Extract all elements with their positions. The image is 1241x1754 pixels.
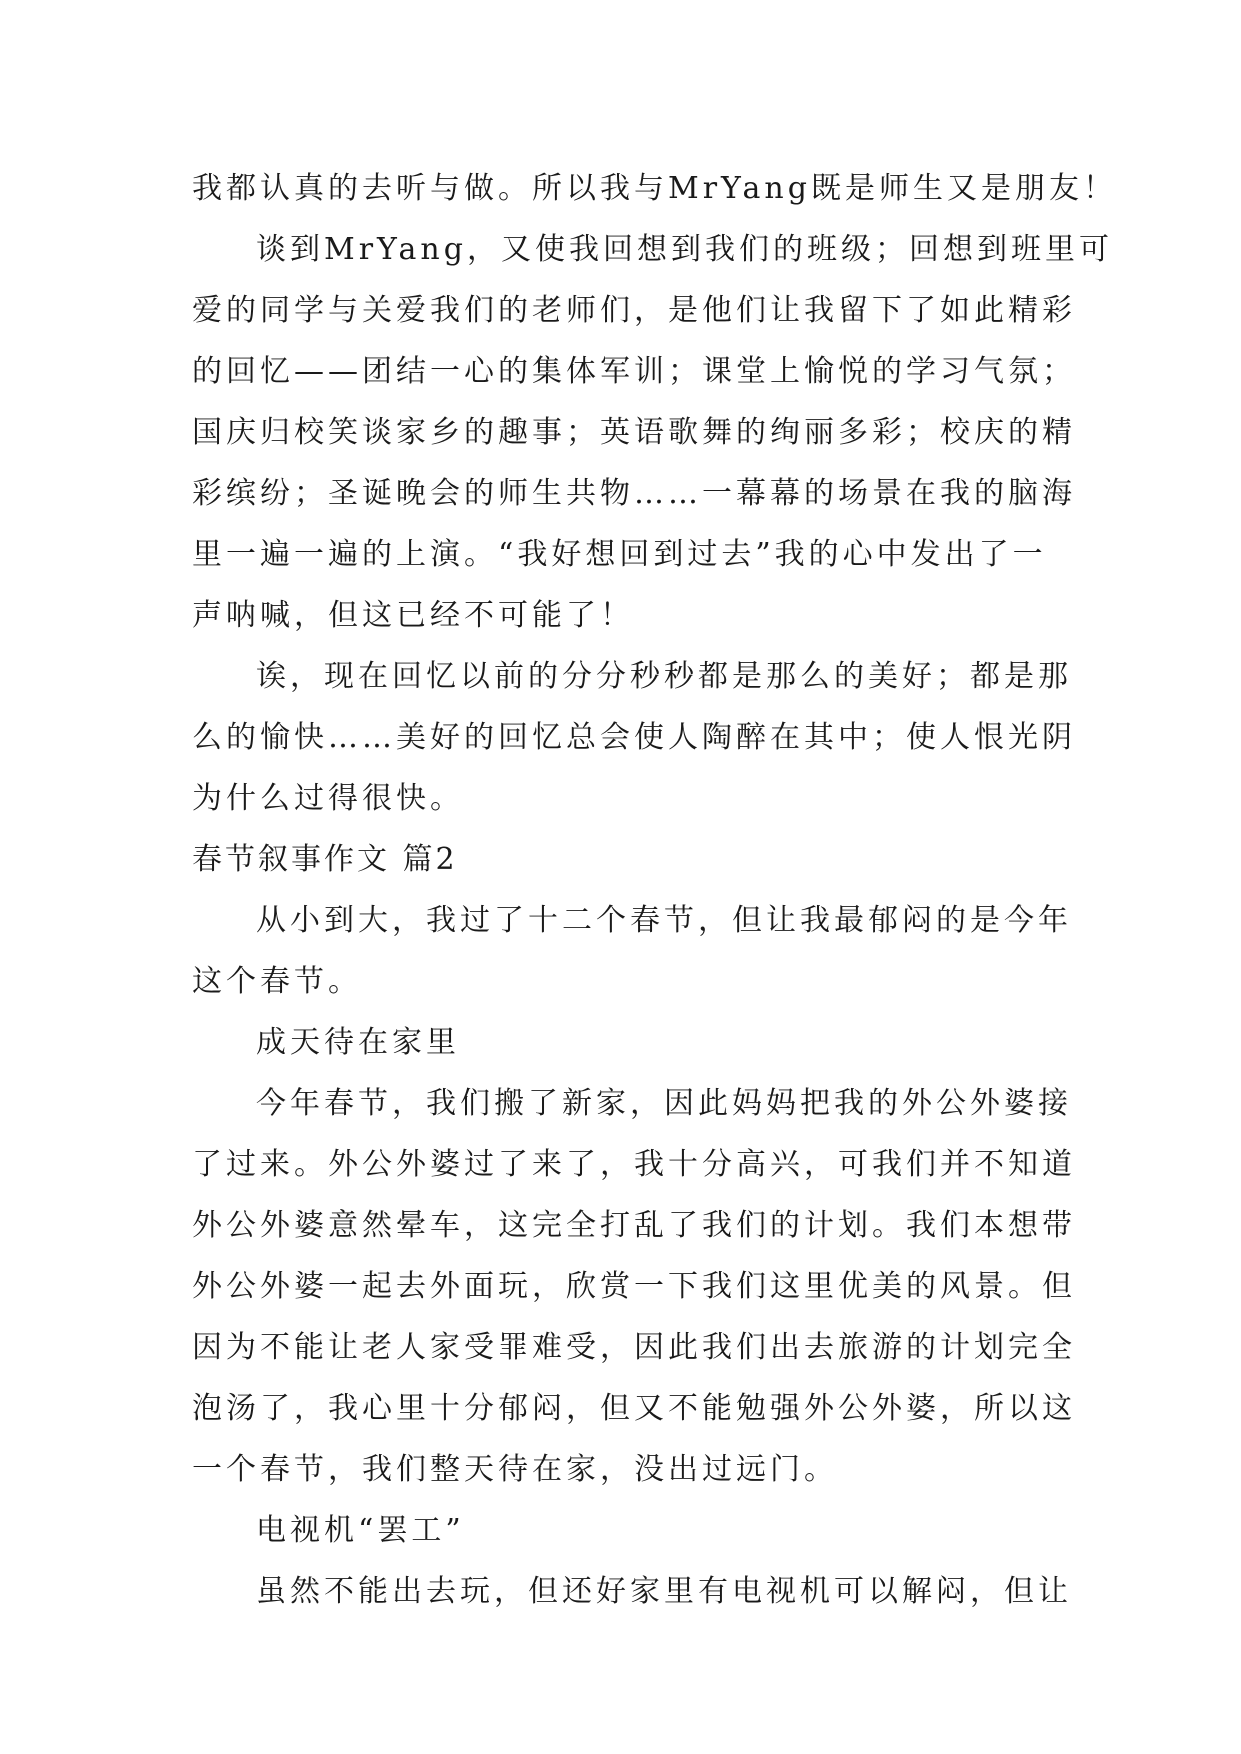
text-line: 一个春节，我们整天待在家，没出过远门。: [192, 1452, 838, 1487]
text-line: 外公外婆一起去外面玩，欣赏一下我们这里优美的风景。但: [192, 1269, 1076, 1304]
document-body: [192, 158, 1117, 1622]
text-line: 虽然不能出去玩，但还好家里有电视机可以解闷，但让: [256, 1574, 1072, 1609]
text-line: 外公外婆意然晕车，这完全打乱了我们的计划。我们本想带: [192, 1208, 1076, 1243]
section-title: 春节叙事作文 篇2: [192, 842, 458, 877]
text-line: 声呐喊，但这已经不可能了！: [192, 598, 634, 633]
text-line: 为什么过得很快。: [192, 781, 464, 816]
text-line: 爱的同学与关爱我们的老师们，是他们让我留下了如此精彩: [192, 293, 1076, 328]
text-line: 么的愉快……美好的回忆总会使人陶醉在其中；使人恨光阴: [192, 720, 1076, 755]
text-line: 了过来。外公外婆过了来了，我十分高兴，可我们并不知道: [192, 1147, 1076, 1182]
text-line: 因为不能让老人家受罪难受，因此我们出去旅游的计划完全: [192, 1330, 1076, 1365]
text-line: 彩缤纷；圣诞晚会的师生共物……一幕幕的场景在我的脑海: [192, 476, 1076, 511]
text-line: 这个春节。: [192, 964, 362, 999]
text-line: 从小到大，我过了十二个春节，但让我最郁闷的是今年: [256, 903, 1072, 938]
text-line: 今年春节，我们搬了新家，因此妈妈把我的外公外婆接: [256, 1086, 1072, 1121]
text-line: 泡汤了，我心里十分郁闷，但又不能勉强外公外婆，所以这: [192, 1391, 1076, 1426]
text-line: 国庆归校笑谈家乡的趣事；英语歌舞的绚丽多彩；校庆的精: [192, 415, 1076, 450]
text-line: 谈到MrYang，又使我回想到我们的班级；回想到班里可: [256, 232, 1113, 267]
text-line: 里一遍一遍的上演。“我好想回到过去”我的心中发出了一: [192, 537, 1047, 572]
text-line: 我都认真的去听与做。所以我与MrYang既是师生又是朋友！: [192, 171, 1117, 206]
subheading: 成天待在家里: [256, 1025, 460, 1060]
text-line: 的回忆——团结一心的集体军训；课堂上愉悦的学习气氛；: [192, 354, 1076, 389]
subheading: 电视机“罢工”: [256, 1513, 465, 1548]
text-line: 诶，现在回忆以前的分分秒秒都是那么的美好；都是那: [256, 659, 1072, 694]
